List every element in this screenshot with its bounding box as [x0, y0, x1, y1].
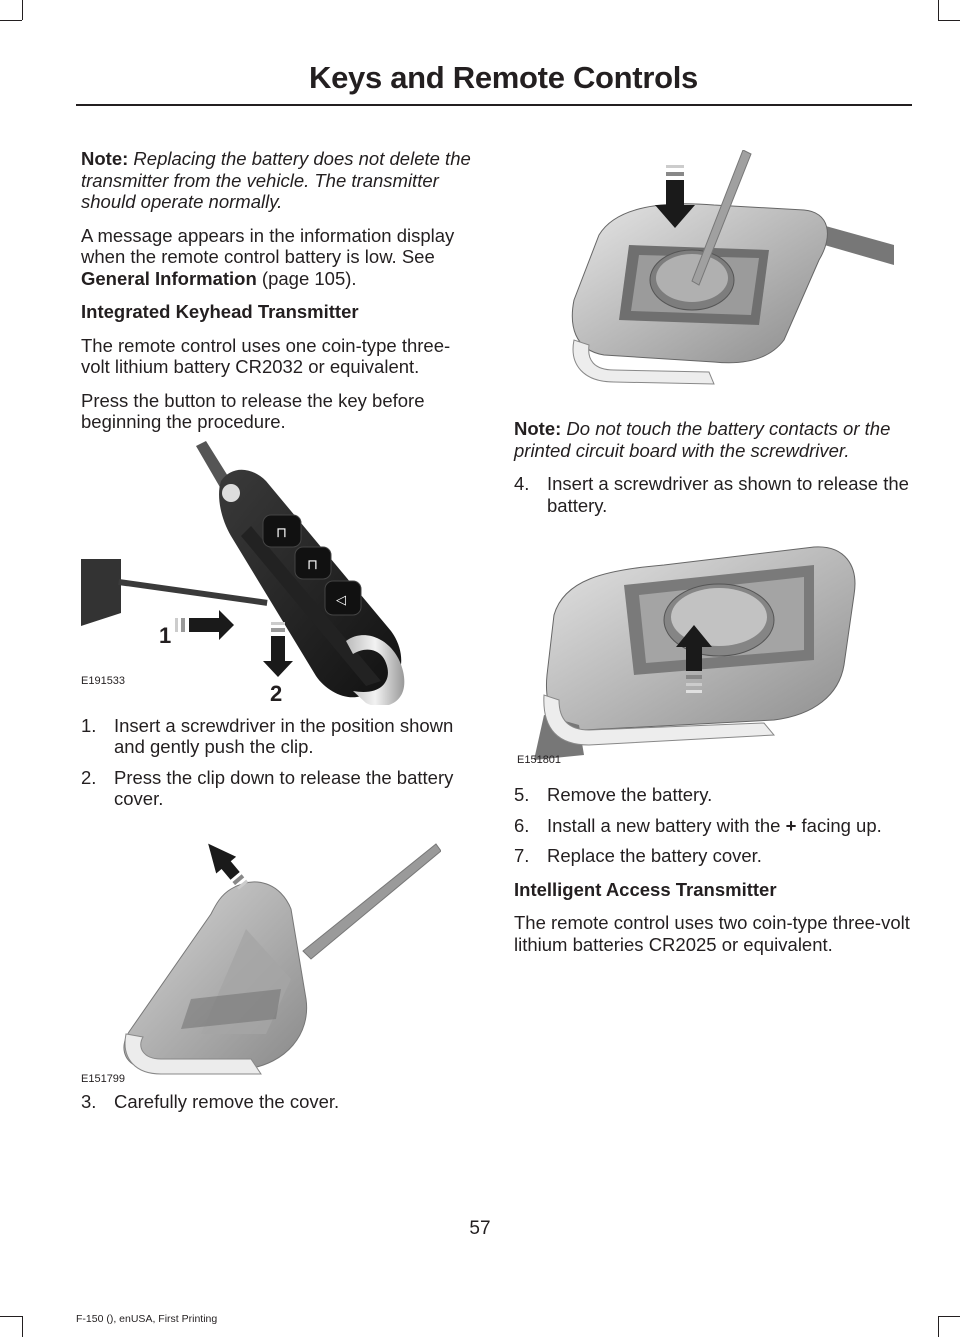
- step-text: Insert a screwdriver as shown to release the battery.: [547, 473, 909, 516]
- plus-symbol: +: [785, 814, 797, 836]
- step-6: [514, 815, 910, 837]
- step-number: 7.: [514, 845, 530, 866]
- step-text: Carefully remove the cover.: [114, 1090, 340, 1112]
- figure-remove-cover: [81, 819, 441, 1085]
- para-low-battery-message: [81, 225, 477, 290]
- svg-text:◁: ◁: [336, 592, 346, 608]
- step-text-part: facing up.: [796, 814, 882, 836]
- right-column: [514, 150, 910, 967]
- step-text-part: Install a new battery with the: [547, 814, 786, 836]
- step-text: Press the clip down to release the battery cover.: [114, 766, 454, 809]
- figure-flip-key: [81, 441, 441, 705]
- step-number: 2.: [81, 766, 97, 788]
- heading-integrated-keyhead: Integrated Keyhead Transmitter: [81, 301, 359, 322]
- crop-mark: [938, 1316, 960, 1317]
- step-number: 6.: [514, 814, 530, 836]
- note-text: Do not touch the battery contacts or the printed circuit board with the screwdriver.: [514, 418, 891, 461]
- figure-code: E151799: [81, 1072, 126, 1085]
- step-text: Insert a screwdriver in the position shown and gently push the clip.: [114, 714, 454, 757]
- note-do-not-touch: [514, 418, 910, 461]
- crop-mark: [938, 1316, 939, 1337]
- page-title: Keys and Remote Controls: [309, 60, 698, 95]
- crop-mark: [0, 20, 22, 21]
- cross-reference-link[interactable]: General Information: [81, 267, 257, 289]
- svg-text:⊓: ⊓: [276, 524, 287, 541]
- crop-mark: [0, 1316, 22, 1317]
- step-text: [547, 815, 910, 837]
- step-text: Remove the battery.: [547, 784, 713, 805]
- note-text: Replacing the battery does not delete the transmitter from the vehicle. The transmitter should operate normally.: [81, 148, 471, 212]
- figure-code: E151801: [517, 754, 562, 766]
- step-4: [514, 473, 910, 516]
- crop-mark: [938, 0, 939, 20]
- cover-removal-illustration: [81, 819, 441, 1081]
- callout-1: 1: [159, 622, 172, 648]
- step-1: [81, 715, 477, 758]
- step-7: [514, 845, 910, 867]
- para-press-button: Press the button to release the key before beginning the procedure.: [81, 389, 425, 432]
- figure-code: E191533: [81, 674, 126, 687]
- step-2: [81, 767, 477, 810]
- header-rule: [76, 104, 912, 106]
- step-number: 3.: [81, 1090, 97, 1112]
- step-number: 4.: [514, 473, 530, 494]
- step-5: [514, 784, 910, 806]
- heading-intelligent-access: Intelligent Access Transmitter: [514, 878, 777, 900]
- figure-screwdriver-battery: [514, 150, 894, 400]
- crop-mark: [22, 1316, 23, 1337]
- step-text: Replace the battery cover.: [547, 845, 762, 866]
- callout-2: 2: [270, 680, 283, 705]
- note-replacing: [81, 148, 477, 213]
- flip-key-illustration: [81, 441, 441, 705]
- para-intelligent-battery: The remote control uses two coin-type three-volt lithium batteries CR2025 or equivalent.: [514, 912, 910, 955]
- left-column: [81, 148, 477, 1121]
- figure-release-battery: [514, 525, 894, 770]
- para-text: A message appears in the information display when the remote control battery is low. See: [81, 224, 455, 267]
- para-battery-type: The remote control uses one coin-type three-volt lithium battery CR2032 or equivalent.: [81, 334, 451, 377]
- screwdriver-battery-illustration: [514, 150, 894, 400]
- footer-edition: F-150 (), enUSA, First Printing: [76, 1313, 218, 1325]
- step-number: 5.: [514, 784, 530, 805]
- step-number: 1.: [81, 714, 97, 736]
- crop-mark: [22, 0, 23, 20]
- svg-text:⊓: ⊓: [307, 556, 318, 573]
- battery-release-illustration: [514, 525, 894, 770]
- page-number: 57: [469, 1218, 491, 1239]
- para-text: (page 105).: [256, 267, 357, 289]
- note-label: Note:: [514, 418, 562, 439]
- crop-mark: [938, 20, 960, 21]
- step-3: [81, 1091, 477, 1113]
- note-label: Note:: [81, 148, 129, 169]
